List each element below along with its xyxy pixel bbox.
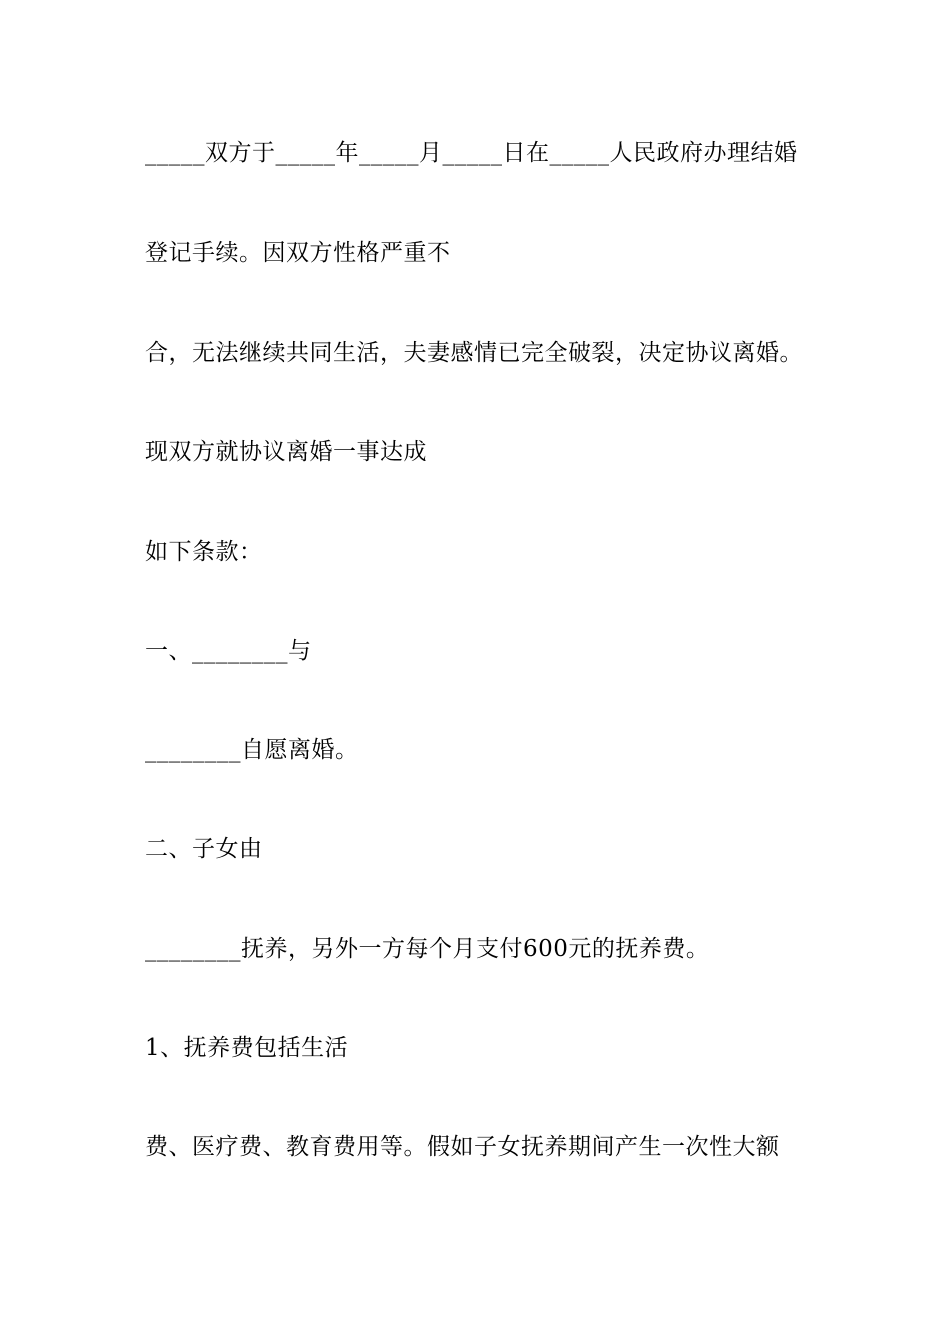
- text-line: ________自愿离婚。: [145, 737, 359, 763]
- text-line: 如下条款：: [145, 539, 263, 565]
- text-line: 1、抚养费包括生活: [145, 1035, 349, 1061]
- text-line: 现双方就协议离婚一事达成: [145, 439, 427, 465]
- text-line: _____双方于_____年_____月_____日在_____人民政府办理结婚: [145, 140, 798, 166]
- text-line: 二、子女由: [145, 836, 263, 862]
- text-line: ________抚养，另外一方每个月支付600元的抚养费。: [145, 936, 710, 962]
- text-line: 一、________与: [145, 638, 312, 664]
- text-line: 费、医疗费、教育费用等。假如子女抚养期间产生一次性大额: [145, 1134, 780, 1160]
- text-line: 合，无法继续共同生活，夫妻感情已完全破裂，决定协议离婚。: [145, 340, 803, 366]
- text-line: 登记手续。因双方性格严重不: [145, 240, 451, 266]
